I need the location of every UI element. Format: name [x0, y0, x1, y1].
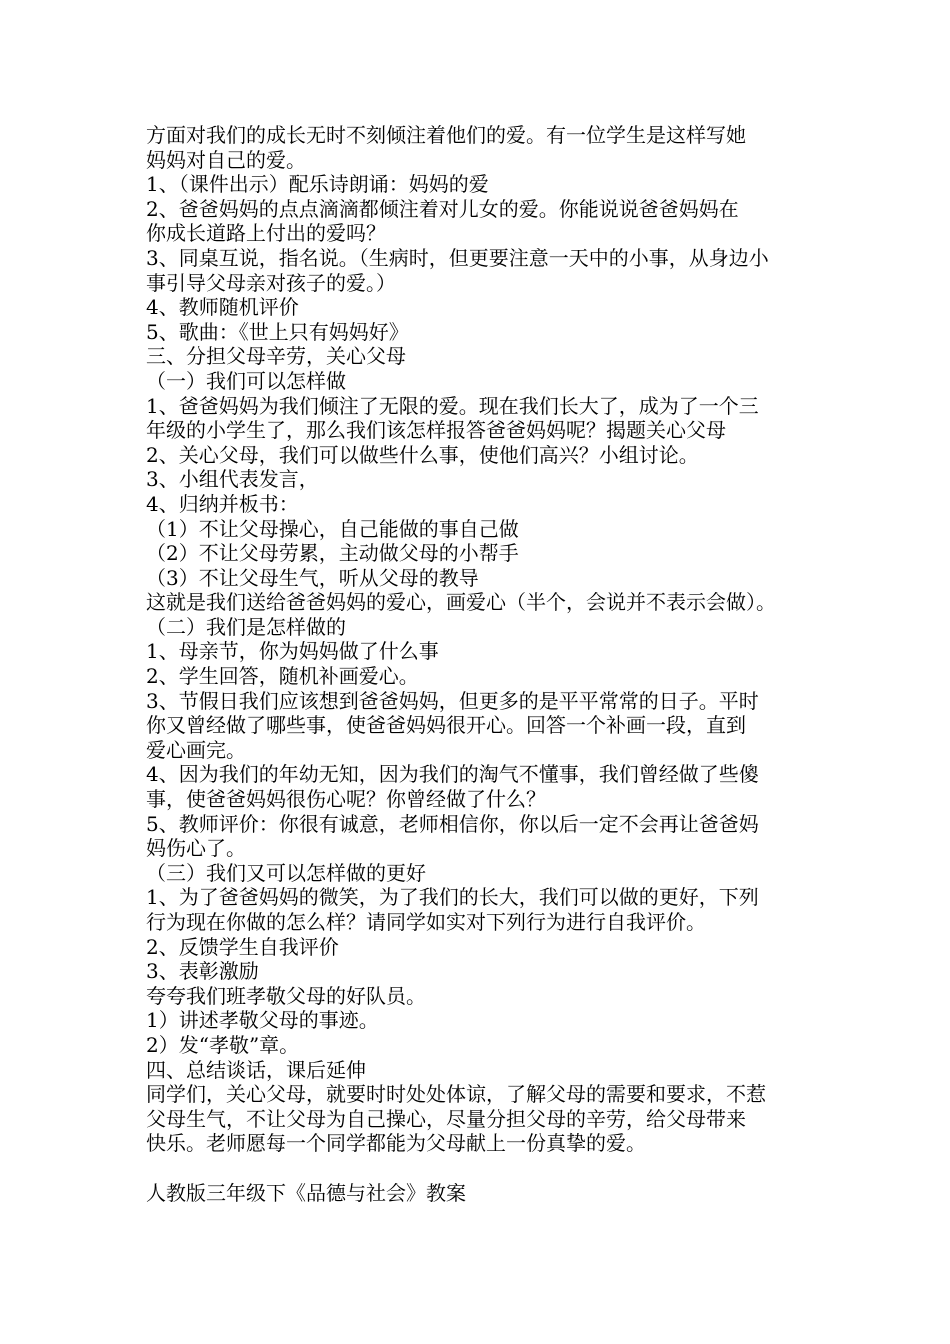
text-line: 父母生气，不让父母为自己操心，尽量分担父母的辛劳，给父母带来 [146, 1106, 746, 1131]
text-line: 1）讲述孝敬父母的事迹。 [146, 1008, 379, 1033]
text-line: 事，使爸爸妈妈很伤心呢？你曾经做了什么？ [146, 787, 546, 812]
text-line: 妈伤心了。 [146, 836, 246, 861]
text-line: 3、小组代表发言， [146, 467, 319, 492]
text-line: 妈妈对自己的爱。 [146, 147, 306, 172]
text-line: 4、因为我们的年幼无知，因为我们的淘气不懂事，我们曾经做了些傻 [146, 762, 759, 787]
text-line: 1、母亲节，你为妈妈做了什么事 [146, 639, 439, 664]
text-line: 快乐。老师愿每一个同学都能为父母献上一份真挚的爱。 [146, 1131, 646, 1156]
subsection-heading: （三）我们又可以怎样做的更好 [146, 860, 426, 885]
text-line: 2、反馈学生自我评价 [146, 934, 339, 959]
text-line: 2）发“孝敬”章。 [146, 1032, 300, 1057]
document-footer-title: 人教版三年级下《品德与社会》教案 [146, 1180, 466, 1205]
text-line: 这就是我们送给爸爸妈妈的爱心，画爱心（半个，会说并不表示会做）。 [146, 590, 776, 615]
text-line: 1、爸爸妈妈为我们倾注了无限的爱。现在我们长大了，成为了一个三 [146, 393, 759, 418]
text-line: （1）不让父母操心，自己能做的事自己做 [146, 516, 519, 541]
text-line: 夸夸我们班孝敬父母的好队员。 [146, 983, 426, 1008]
text-line: 5、教师评价：你很有诚意，老师相信你，你以后一定不会再让爸爸妈 [146, 811, 759, 836]
text-line: 5、歌曲：《世上只有妈妈好》 [146, 319, 409, 344]
text-line: 2、学生回答，随机补画爱心。 [146, 664, 419, 689]
text-line: 你又曾经做了哪些事，使爸爸妈妈很开心。回答一个补画一段，直到 [146, 713, 746, 738]
subsection-heading: （二）我们是怎样做的 [146, 614, 346, 639]
text-line: 行为现在你做的怎么样？请同学如实对下列行为进行自我评价。 [146, 910, 706, 934]
text-line: 2、爸爸妈妈的点点滴滴都倾注着对儿女的爱。你能说说爸爸妈妈在 [146, 196, 739, 221]
text-line: 方面对我们的成长无时不刻倾注着他们的爱。有一位学生是这样写她 [146, 123, 746, 147]
text-line: （2）不让父母劳累，主动做父母的小帮手 [146, 541, 519, 566]
section-heading: 四、总结谈话，课后延伸 [146, 1057, 366, 1082]
subsection-heading: （一）我们可以怎样做 [146, 368, 346, 393]
text-line: 你成长道路上付出的爱吗？ [146, 221, 386, 246]
text-line: 事引导父母亲对孩子的爱。） [146, 270, 396, 295]
section-heading: 三、分担父母辛劳，关心父母 [146, 344, 406, 369]
text-line: 1、（课件出示）配乐诗朗诵：妈妈的爱 [146, 172, 489, 197]
text-line: 4、教师随机评价 [146, 295, 299, 320]
text-line: 爱心画完。 [146, 737, 246, 762]
document-page [146, 123, 814, 1205]
text-line: （3）不让父母生气，听从父母的教导 [146, 565, 479, 590]
blank-line [146, 1156, 814, 1181]
text-line: 4、归纳并板书： [146, 491, 299, 516]
text-line: 3、节假日我们应该想到爸爸妈妈，但更多的是平平常常的日子。平时 [146, 688, 759, 713]
text-line: 1、为了爸爸妈妈的微笑，为了我们的长大，我们可以做的更好，下列 [146, 885, 759, 910]
text-line: 3、同桌互说，指名说。（生病时，但更要注意一天中的小事，从身边小 [146, 245, 769, 270]
text-line: 2、关心父母，我们可以做些什么事，使他们高兴？小组讨论。 [146, 442, 699, 467]
text-line: 年级的小学生了，那么我们该怎样报答爸爸妈妈呢？揭题关心父母 [146, 418, 726, 443]
text-line: 3、表彰激励 [146, 959, 259, 984]
text-line: 同学们，关心父母，就要时时处处体谅，了解父母的需要和要求，不惹 [146, 1082, 766, 1107]
